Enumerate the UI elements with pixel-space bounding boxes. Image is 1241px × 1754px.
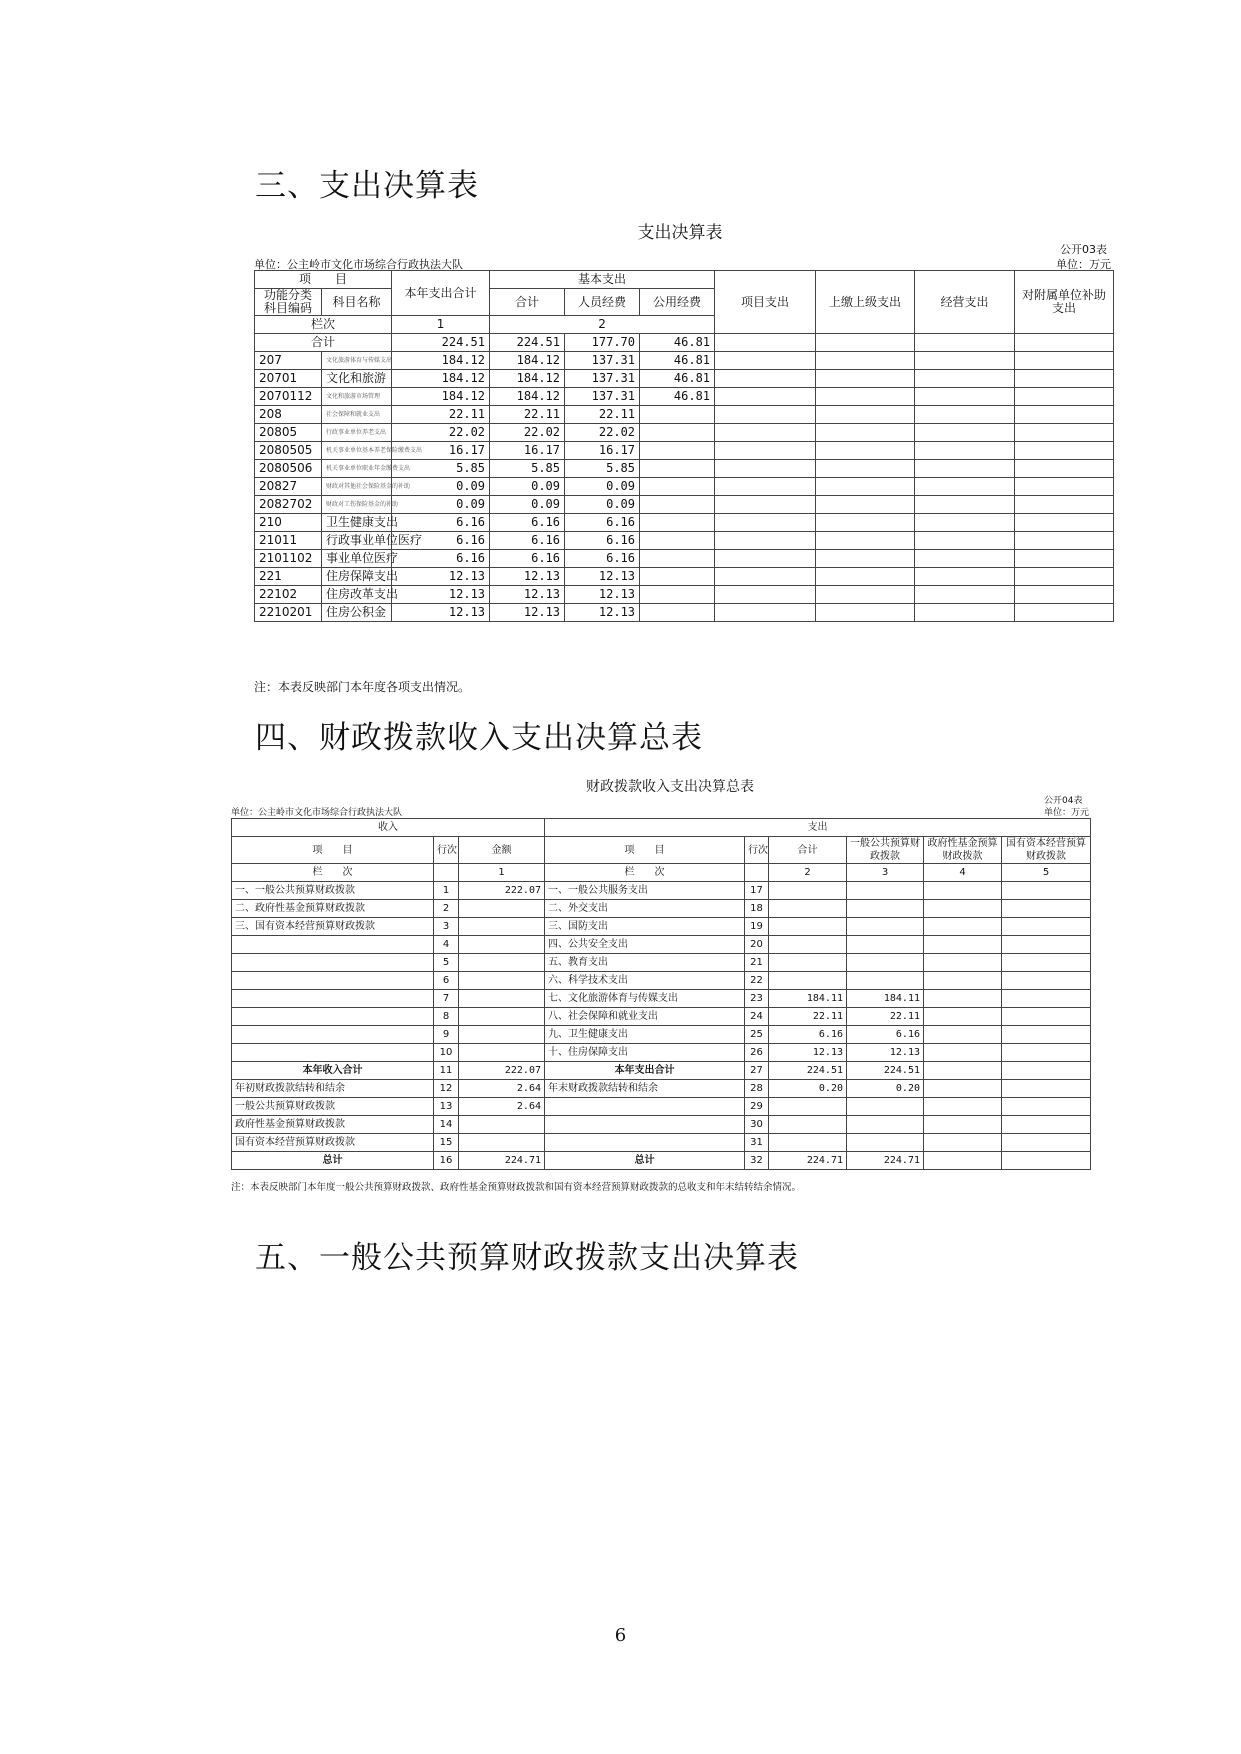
income-amount (459, 990, 545, 1008)
row-name: 住房改革支出 (322, 586, 392, 604)
income-item: 一、一般公共预算财政拨款 (232, 882, 434, 900)
income-line: 2 (434, 900, 459, 918)
header-code: 功能分类科目编码 (255, 289, 322, 316)
row-value: 22.02 (490, 424, 565, 442)
table-row (232, 1080, 1091, 1098)
row-code: 2101102 (255, 550, 322, 568)
row-name: 卫生健康支出 (322, 514, 392, 532)
table-row (232, 918, 1091, 936)
row-value (640, 586, 715, 604)
expense-line: 32 (745, 1152, 769, 1170)
income-line: 7 (434, 990, 459, 1008)
row-value (640, 514, 715, 532)
header-subsidy: 对附属单位补助支出 (1015, 271, 1114, 334)
table-row (232, 972, 1091, 990)
expense-item (545, 1098, 745, 1116)
header-income: 收入 (232, 819, 545, 837)
col-num: 2 (769, 864, 847, 882)
table-row (232, 1134, 1091, 1152)
row-value: 6.16 (392, 550, 490, 568)
table-row (232, 990, 1091, 1008)
unit-label: 单位：万元 (1044, 808, 1090, 818)
table-note: 注：本表反映部门本年度一般公共预算财政拨款、政府性基金预算财政拨款和国有资本经营预算财政拨款的总收支和年末结转结余情况。 (231, 1182, 802, 1193)
row-value: 12.13 (392, 568, 490, 586)
row-name: 文化和旅游 (322, 370, 392, 388)
income-item (232, 1044, 434, 1062)
expense-general (847, 1116, 924, 1134)
row-value: 184.12 (392, 388, 490, 406)
table-row (255, 604, 1114, 622)
header-line: 行次 (434, 837, 459, 864)
income-item (232, 990, 434, 1008)
income-item (232, 1026, 434, 1044)
expense-general (847, 1098, 924, 1116)
income-item (232, 1008, 434, 1026)
expense-general: 184.11 (847, 990, 924, 1008)
expense-general: 224.71 (847, 1152, 924, 1170)
header-public: 公用经费 (640, 289, 715, 316)
table-row (255, 478, 1114, 496)
expense-general (847, 900, 924, 918)
row-value: 22.11 (565, 406, 640, 424)
expense-total (769, 954, 847, 972)
header-personnel: 人员经费 (565, 289, 640, 316)
row-code: 2080506 (255, 460, 322, 478)
row-name: 文化和旅游市场管理 (322, 388, 392, 406)
row-value: 22.02 (565, 424, 640, 442)
table-row (255, 424, 1114, 442)
row-value: 184.12 (490, 388, 565, 406)
expense-line: 28 (745, 1080, 769, 1098)
row-name: 行政事业单位医疗 (322, 532, 392, 550)
expense-line: 24 (745, 1008, 769, 1026)
expense-line: 17 (745, 882, 769, 900)
row-value: 0.09 (490, 478, 565, 496)
expense-item: 八、社会保障和就业支出 (545, 1008, 745, 1026)
table-row (255, 388, 1114, 406)
row-value (640, 460, 715, 478)
income-item (232, 954, 434, 972)
table-code: 公开04表 (1044, 796, 1083, 806)
row-value: 22.02 (392, 424, 490, 442)
col-num: 1 (392, 316, 490, 334)
row-value: 6.16 (490, 532, 565, 550)
expense-line: 27 (745, 1062, 769, 1080)
income-amount (459, 1116, 545, 1134)
header-operating: 经营支出 (915, 271, 1015, 334)
expense-item (545, 1134, 745, 1152)
org-label: 单位：公主岭市文化市场综合行政执法大队 (254, 258, 463, 271)
table-row (232, 936, 1091, 954)
header-fund: 政府性基金预算财政拨款 (924, 837, 1002, 864)
table-row (255, 370, 1114, 388)
row-value: 5.85 (392, 460, 490, 478)
income-line: 8 (434, 1008, 459, 1026)
expense-line: 21 (745, 954, 769, 972)
row-value: 5.85 (490, 460, 565, 478)
table-row (255, 532, 1114, 550)
expense-item: 七、文化旅游体育与传媒支出 (545, 990, 745, 1008)
income-item (232, 936, 434, 954)
income-line: 12 (434, 1080, 459, 1098)
table-row (255, 568, 1114, 586)
table-row (232, 954, 1091, 972)
row-value: 0.09 (565, 478, 640, 496)
expense-general: 0.20 (847, 1080, 924, 1098)
expense-item: 本年支出合计 (545, 1062, 745, 1080)
expense-item: 六、科学技术支出 (545, 972, 745, 990)
row-code: 22102 (255, 586, 322, 604)
expense-line: 20 (745, 936, 769, 954)
expense-item: 四、公共安全支出 (545, 936, 745, 954)
expense-total: 224.51 (769, 1062, 847, 1080)
income-item: 本年收入合计 (232, 1062, 434, 1080)
row-value: 6.16 (490, 550, 565, 568)
expense-total: 224.71 (769, 1152, 847, 1170)
col-label: 栏次 (255, 316, 392, 334)
income-line: 13 (434, 1098, 459, 1116)
expense-total: 22.11 (769, 1008, 847, 1026)
row-value: 6.16 (392, 514, 490, 532)
table-row (255, 460, 1114, 478)
row-value: 0.09 (565, 496, 640, 514)
expense-line: 19 (745, 918, 769, 936)
header-project: 项目支出 (715, 271, 816, 334)
income-amount (459, 1134, 545, 1152)
table-row (255, 514, 1114, 532)
header-line: 行次 (745, 837, 769, 864)
table-row (255, 496, 1114, 514)
expense-general (847, 918, 924, 936)
fiscal-summary-table (231, 818, 1091, 1170)
expense-general (847, 954, 924, 972)
table-row (232, 1008, 1091, 1026)
row-code: 208 (255, 406, 322, 424)
row-value: 12.13 (565, 586, 640, 604)
table-row (255, 352, 1114, 370)
expense-line: 23 (745, 990, 769, 1008)
expense-general: 6.16 (847, 1026, 924, 1044)
income-amount: 224.71 (459, 1152, 545, 1170)
row-code: 221 (255, 568, 322, 586)
row-value: 12.13 (490, 604, 565, 622)
expense-total (769, 972, 847, 990)
row-code: 20701 (255, 370, 322, 388)
expense-line: 25 (745, 1026, 769, 1044)
income-item: 一般公共预算财政拨款 (232, 1098, 434, 1116)
table-row (232, 882, 1091, 900)
expense-total (769, 918, 847, 936)
income-amount (459, 900, 545, 918)
income-item: 国有资本经营预算财政拨款 (232, 1134, 434, 1152)
row-value: 46.81 (640, 370, 715, 388)
income-item: 年初财政拨款结转和结余 (232, 1080, 434, 1098)
total-label: 合计 (255, 334, 392, 352)
income-amount (459, 918, 545, 936)
row-value (640, 604, 715, 622)
row-value: 12.13 (392, 586, 490, 604)
table-row (232, 1116, 1091, 1134)
expense-general (847, 1134, 924, 1152)
row-value: 16.17 (490, 442, 565, 460)
expense-item (545, 1116, 745, 1134)
row-code: 210 (255, 514, 322, 532)
row-value: 22.11 (490, 406, 565, 424)
expense-total: 0.20 (769, 1080, 847, 1098)
table-row (255, 406, 1114, 424)
header-sub-total: 合计 (490, 289, 565, 316)
table-row (232, 1044, 1091, 1062)
header-name: 科目名称 (322, 289, 392, 316)
header-basic: 基本支出 (490, 271, 715, 289)
row-value (640, 478, 715, 496)
row-value: 46.81 (640, 352, 715, 370)
page-number: 6 (614, 1625, 627, 1646)
row-value: 137.31 (565, 388, 640, 406)
income-line: 6 (434, 972, 459, 990)
income-item: 总计 (232, 1152, 434, 1170)
row-value: 46.81 (640, 388, 715, 406)
expense-general: 22.11 (847, 1008, 924, 1026)
row-value: 12.13 (565, 568, 640, 586)
income-amount: 2.64 (459, 1098, 545, 1116)
header-state: 国有资本经营预算财政拨款 (1002, 837, 1091, 864)
row-value: 16.17 (565, 442, 640, 460)
row-name: 机关事业单位基本养老保险缴费支出 (322, 442, 392, 460)
table-row (232, 900, 1091, 918)
header-general: 一般公共预算财政拨款 (847, 837, 924, 864)
row-name: 事业单位医疗 (322, 550, 392, 568)
expense-line: 18 (745, 900, 769, 918)
row-value: 5.85 (565, 460, 640, 478)
expenditure-table (254, 270, 1114, 622)
expense-total (769, 1134, 847, 1152)
expense-general: 224.51 (847, 1062, 924, 1080)
header-item: 项 目 (232, 837, 434, 864)
row-code: 20805 (255, 424, 322, 442)
income-line: 16 (434, 1152, 459, 1170)
income-line: 11 (434, 1062, 459, 1080)
row-name: 财政对工伤保险基金的补助 (322, 496, 392, 514)
row-name: 住房保障支出 (322, 568, 392, 586)
row-name: 文化旅游体育与传媒支出 (322, 352, 392, 370)
row-value: 6.16 (565, 514, 640, 532)
row-value: 6.16 (565, 532, 640, 550)
expense-total (769, 900, 847, 918)
row-code: 2080505 (255, 442, 322, 460)
expense-line: 26 (745, 1044, 769, 1062)
income-amount (459, 1044, 545, 1062)
income-line: 3 (434, 918, 459, 936)
row-value: 12.13 (565, 604, 640, 622)
row-value: 6.16 (490, 514, 565, 532)
expense-total: 184.11 (769, 990, 847, 1008)
expense-general (847, 972, 924, 990)
income-line: 1 (434, 882, 459, 900)
row-value: 0.09 (392, 478, 490, 496)
expense-item: 五、教育支出 (545, 954, 745, 972)
row-value: 184.12 (490, 370, 565, 388)
col-label: 栏 次 (545, 864, 745, 882)
section-heading-3: 三、支出决算表 (255, 168, 479, 204)
table-row (255, 586, 1114, 604)
expense-item: 总计 (545, 1152, 745, 1170)
income-amount: 2.64 (459, 1080, 545, 1098)
expense-item: 十、住房保障支出 (545, 1044, 745, 1062)
row-value (640, 424, 715, 442)
header-upper: 上缴上级支出 (816, 271, 915, 334)
income-item: 政府性基金预算财政拨款 (232, 1116, 434, 1134)
row-value: 0.09 (392, 496, 490, 514)
col-blank (434, 864, 459, 882)
table-caption: 财政拨款收入支出决算总表 (586, 779, 754, 795)
expense-item: 一、一般公共服务支出 (545, 882, 745, 900)
row-name: 社会保障和就业支出 (322, 406, 392, 424)
income-line: 14 (434, 1116, 459, 1134)
income-line: 4 (434, 936, 459, 954)
table-note: 注：本表反映部门本年度各项支出情况。 (254, 680, 471, 694)
expense-item: 年末财政拨款结转和结余 (545, 1080, 745, 1098)
table-caption: 支出决算表 (637, 223, 723, 243)
col-label: 栏 次 (232, 864, 434, 882)
total-row (255, 334, 1114, 352)
row-code: 20827 (255, 478, 322, 496)
total-cell: 177.70 (565, 334, 640, 352)
row-value: 12.13 (490, 568, 565, 586)
header-expense: 支出 (545, 819, 1091, 837)
row-name: 住房公积金 (322, 604, 392, 622)
row-value (640, 406, 715, 424)
col-num: 5 (1002, 864, 1091, 882)
row-value (640, 442, 715, 460)
expense-general (847, 936, 924, 954)
expense-total (769, 936, 847, 954)
income-item (232, 972, 434, 990)
income-item: 二、政府性基金预算财政拨款 (232, 900, 434, 918)
expense-total (769, 882, 847, 900)
row-value: 6.16 (392, 532, 490, 550)
income-amount (459, 1026, 545, 1044)
row-code: 2070112 (255, 388, 322, 406)
expense-item: 二、外交支出 (545, 900, 745, 918)
income-line: 9 (434, 1026, 459, 1044)
income-line: 10 (434, 1044, 459, 1062)
row-value: 184.12 (490, 352, 565, 370)
table-row (255, 550, 1114, 568)
row-name: 机关事业单位职业年金缴费支出 (322, 460, 392, 478)
header-total: 本年支出合计 (392, 271, 490, 316)
income-amount (459, 954, 545, 972)
income-amount (459, 972, 545, 990)
table-row (255, 442, 1114, 460)
row-value (640, 532, 715, 550)
row-value: 22.11 (392, 406, 490, 424)
row-value: 12.13 (490, 586, 565, 604)
total-cell: 46.81 (640, 334, 715, 352)
col-num: 1 (459, 864, 545, 882)
expense-line: 30 (745, 1116, 769, 1134)
income-amount (459, 936, 545, 954)
expense-item: 三、国防支出 (545, 918, 745, 936)
col-blank (745, 864, 769, 882)
expense-line: 22 (745, 972, 769, 990)
row-value: 184.12 (392, 352, 490, 370)
row-value (640, 496, 715, 514)
row-value: 0.09 (490, 496, 565, 514)
section-heading-5: 五、一般公共预算财政拨款支出决算表 (255, 1240, 799, 1276)
expense-total: 6.16 (769, 1026, 847, 1044)
row-name: 行政事业单位养老支出 (322, 424, 392, 442)
org-label: 单位：公主岭市文化市场综合行政执法大队 (231, 808, 403, 818)
table-code: 公开03表 (1060, 243, 1107, 256)
header-amount: 金额 (459, 837, 545, 864)
total-cell: 224.51 (490, 334, 565, 352)
row-code: 2210201 (255, 604, 322, 622)
row-value: 12.13 (392, 604, 490, 622)
header-item: 项 目 (545, 837, 745, 864)
income-line: 15 (434, 1134, 459, 1152)
row-value (640, 550, 715, 568)
expense-total (769, 1116, 847, 1134)
col-num: 4 (924, 864, 1002, 882)
expense-general: 12.13 (847, 1044, 924, 1062)
row-code: 2082702 (255, 496, 322, 514)
income-amount (459, 1008, 545, 1026)
row-name: 财政对其他社会保险基金的补助 (322, 478, 392, 496)
expense-line: 31 (745, 1134, 769, 1152)
header-item: 项 目 (255, 271, 392, 289)
row-value: 137.31 (565, 370, 640, 388)
income-amount: 222.07 (459, 1062, 545, 1080)
col-num: 3 (847, 864, 924, 882)
header-total: 合计 (769, 837, 847, 864)
row-value: 16.17 (392, 442, 490, 460)
expense-item: 九、卫生健康支出 (545, 1026, 745, 1044)
expense-total (769, 1098, 847, 1116)
section-heading-4: 四、财政拨款收入支出决算总表 (255, 720, 703, 756)
table-row (232, 1098, 1091, 1116)
table-row (232, 1026, 1091, 1044)
expense-line: 29 (745, 1098, 769, 1116)
expense-total: 12.13 (769, 1044, 847, 1062)
row-value (640, 568, 715, 586)
row-value: 137.31 (565, 352, 640, 370)
expense-general (847, 882, 924, 900)
income-amount: 222.07 (459, 882, 545, 900)
table-row (232, 1152, 1091, 1170)
row-value: 184.12 (392, 370, 490, 388)
row-value: 6.16 (565, 550, 640, 568)
income-line: 5 (434, 954, 459, 972)
col-num: 2 (490, 316, 715, 334)
row-code: 207 (255, 352, 322, 370)
unit-label: 单位：万元 (1056, 258, 1111, 271)
table-row (232, 1062, 1091, 1080)
total-cell: 224.51 (392, 334, 490, 352)
income-item: 三、国有资本经营预算财政拨款 (232, 918, 434, 936)
row-code: 21011 (255, 532, 322, 550)
